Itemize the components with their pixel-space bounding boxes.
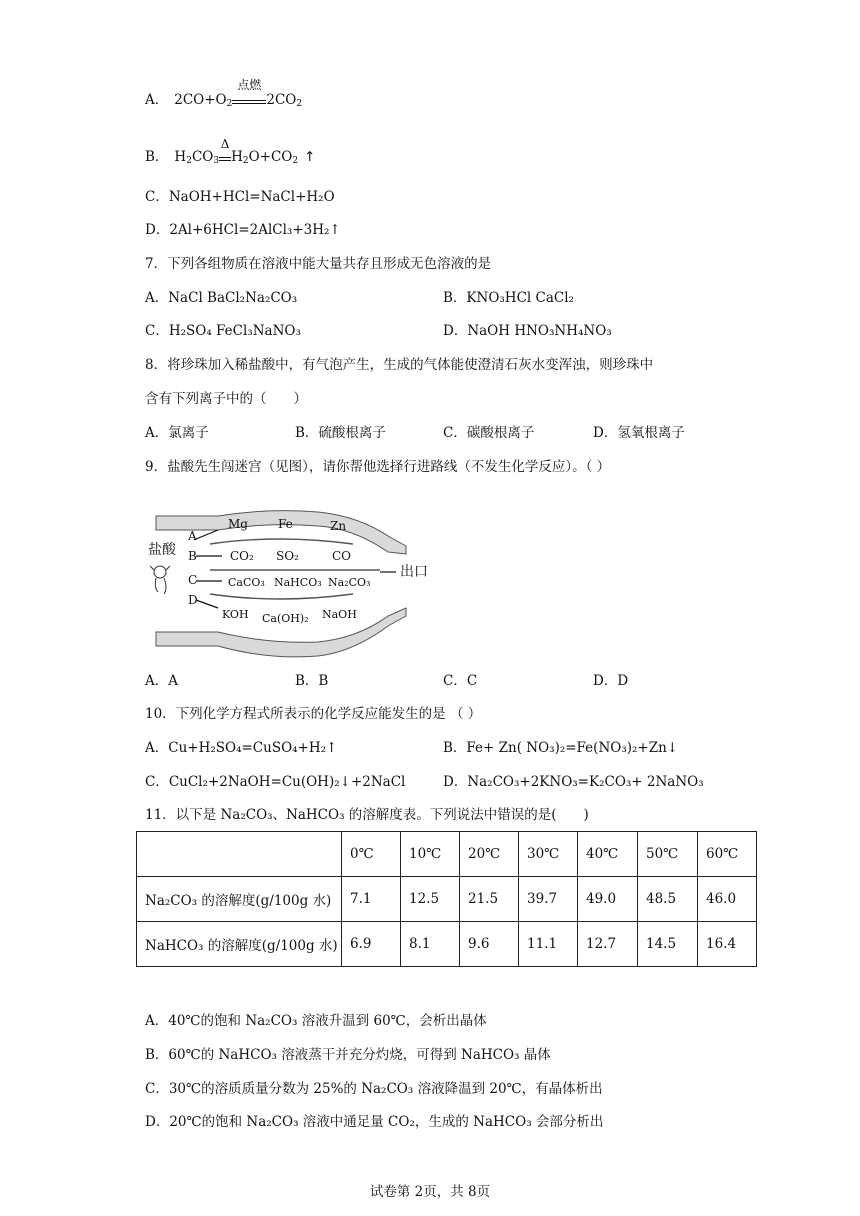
table-cell: 7.1 — [342, 877, 401, 922]
table-cell: 48.5 — [638, 877, 698, 922]
page-footer: 试卷第 2页，共 8页 — [369, 1184, 491, 1200]
maze-item: Na₂CO₃ — [328, 576, 371, 589]
table-cell: 6.9 — [342, 922, 401, 967]
table-cell: 9.6 — [460, 922, 519, 967]
q10-option-b: B．Fe+ Zn( NO₃)₂=Fe(NO₃)₂+Zn↓ — [443, 740, 679, 756]
table-header-row — [137, 832, 757, 877]
table-header: 10℃ — [401, 832, 460, 877]
row-a-label: A — [188, 529, 197, 543]
q7-stem: 7．下列各组物质在溶液中能大量共存且形成无色溶液的是 — [145, 256, 492, 272]
maze-item: KOH — [222, 608, 249, 621]
q8-stem-line1: 8．将珍珠加入稀盐酸中，有气泡产生，生成的气体能使澄清石灰水变浑浊，则珍珠中 — [145, 357, 654, 373]
maze-item: SO₂ — [276, 549, 299, 563]
table-cell: 21.5 — [460, 877, 519, 922]
table-cell: 12.5 — [401, 877, 460, 922]
q8-stem-line2: 含有下列离子中的（ ） — [145, 391, 307, 407]
reaction-condition: 点燃 — [237, 78, 262, 92]
table-header: 0℃ — [342, 832, 401, 877]
maze-item: NaHCO₃ — [274, 576, 322, 589]
q8-option-d: D．氢氧根离子 — [593, 425, 685, 441]
q7-option-c: C．H₂SO₄ FeCl₃NaNO₃ — [145, 323, 301, 339]
q7-option-d: D．NaOH HNO₃NH₄NO₃ — [443, 323, 612, 339]
q6-option-b: B． $H_2CO_3$ Δ $H_2O+CO_2$ ↑ — [145, 137, 316, 166]
table-cell: 8.1 — [401, 922, 460, 967]
q11-option-a: A．40℃的饱和 Na₂CO₃ 溶液升温到 60℃，会析出晶体 — [145, 1013, 487, 1029]
table-header: 20℃ — [460, 832, 519, 877]
table-cell: 11.1 — [519, 922, 578, 967]
table-cell: 46.0 — [698, 877, 757, 922]
maze-item: NaOH — [322, 608, 357, 621]
maze-divider-cd — [210, 594, 353, 599]
table-row-label: NaHCO₃ 的溶解度(g/100g 水) — [137, 922, 342, 967]
maze-item: Mg — [228, 517, 248, 531]
q9-option-a: A．A — [145, 673, 178, 689]
arrow-a — [196, 530, 218, 539]
table-cell: 49.0 — [578, 877, 638, 922]
maze-item: CaCO₃ — [228, 576, 265, 589]
table-header: 40℃ — [578, 832, 638, 877]
row-c-label: C — [188, 573, 198, 587]
heat-symbol: Δ — [220, 137, 230, 151]
maze-item: Ca(OH)₂ — [262, 612, 309, 625]
q10-option-a: A．Cu+H₂SO₄=CuSO₄+H₂↑ — [145, 740, 338, 756]
q8-option-b: B．硫酸根离子 — [295, 425, 386, 441]
q7-option-a: A．NaCl BaCl₂Na₂CO₃ — [145, 290, 298, 306]
q8-option-c: C．碳酸根离子 — [443, 425, 535, 441]
table-cell: 16.4 — [698, 922, 757, 967]
q11-option-d: D．20℃的饱和 Na₂CO₃ 溶液中通足量 CO₂，生成的 NaHCO₃ 会部分析出 — [145, 1114, 604, 1130]
table-cell: 39.7 — [519, 877, 578, 922]
maze-divider-ab — [210, 539, 353, 544]
table-row — [137, 877, 757, 922]
q11-option-c: C．30℃的溶质质量分数为 25%的 Na₂CO₃ 溶液降温到 20℃，有晶体析出 — [145, 1081, 603, 1097]
table-cell — [137, 832, 342, 877]
maze-character — [150, 566, 170, 594]
q9-option-b: B．B — [295, 673, 329, 689]
q9-option-d: D．D — [593, 673, 629, 689]
maze-item: CO₂ — [230, 549, 254, 563]
solubility-table — [136, 831, 757, 967]
arrow-d — [196, 600, 218, 608]
q6-option-c: C．NaOH+HCl=NaCl+H₂O — [145, 189, 335, 205]
maze-start-label: 盐酸 — [148, 542, 176, 558]
q6-option-d: D．2Al+6HCl=2AlCl₃+3H₂↑ — [145, 222, 341, 238]
row-d-label: D — [188, 593, 198, 607]
q10-option-d: D．Na₂CO₃+2KNO₃=K₂CO₃+ 2NaNO₃ — [443, 774, 704, 790]
table-header: 50℃ — [638, 832, 698, 877]
q6-option-a: A． $2CO+O_2$ 点燃 $2CO_2$ — [145, 78, 303, 109]
table-header: 60℃ — [698, 832, 757, 877]
table-row-label: Na₂CO₃ 的溶解度(g/100g 水) — [137, 877, 342, 922]
q8-option-a: A．氯离子 — [145, 425, 209, 441]
q10-stem: 10．下列化学方程式所表示的化学反应能发生的是 （ ） — [145, 706, 482, 722]
q9-option-c: C．C — [443, 673, 478, 689]
row-b-label: B — [188, 549, 197, 563]
q9-stem: 9．盐酸先生闯迷宫（见图），请你帮他选择行进路线（不发生化学反应）。（ ） — [145, 459, 611, 475]
q10-option-c: C．CuCl₂+2NaOH=Cu(OH)₂↓+2NaCl — [145, 774, 406, 790]
maze-item: Fe — [278, 517, 293, 531]
q11-option-b: B．60℃的 NaHCO₃ 溶液蒸干并充分灼烧，可得到 NaHCO₃ 晶体 — [145, 1047, 551, 1063]
q7-option-b: B．KNO₃HCl CaCl₂ — [443, 290, 574, 306]
maze-diagram — [148, 508, 448, 662]
maze-item: Zn — [330, 519, 347, 533]
q11-stem: 11．以下是 Na₂CO₃、NaHCO₃ 的溶解度表。下列说法中错误的是( ) — [145, 807, 589, 823]
table-header: 30℃ — [519, 832, 578, 877]
table-row — [137, 922, 757, 967]
maze-exit-label: 出口 — [400, 564, 428, 580]
maze-item: CO — [332, 549, 352, 563]
table-cell: 12.7 — [578, 922, 638, 967]
table-cell: 14.5 — [638, 922, 698, 967]
